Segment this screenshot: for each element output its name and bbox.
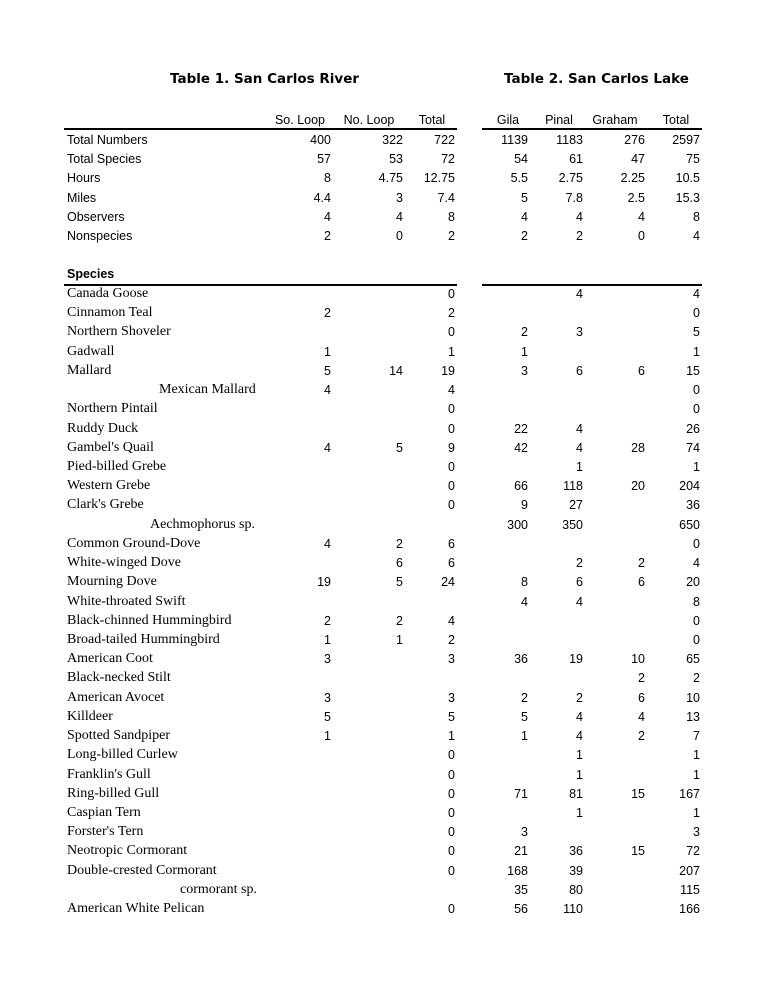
table2-species-cell: 2 — [521, 690, 528, 705]
table2-species-cell: 19 — [569, 652, 583, 667]
species-name: Broad-tailed Hummingbird — [67, 631, 220, 647]
species-name: American White Pelican — [67, 901, 205, 917]
table1-species-cell: 19 — [441, 363, 455, 378]
table2-summary-cell: 47 — [631, 152, 645, 167]
table2-summary-cell: 4 — [576, 209, 583, 224]
table2-species-cell: 2 — [638, 671, 645, 686]
table2-species-cell: 81 — [569, 786, 583, 801]
table2-species-cell: 4 — [521, 594, 528, 609]
table2-species-cell: 2 — [638, 729, 645, 744]
table1-species-cell: 6 — [396, 556, 403, 571]
table2-summary-cell: 2.75 — [558, 171, 583, 186]
species-name: Long-billed Curlew — [67, 747, 178, 763]
species-name: Black-chinned Hummingbird — [67, 612, 232, 628]
table1-species-cell: 2 — [448, 632, 455, 647]
table1-species-cell: 0 — [448, 863, 455, 878]
species-name: Caspian Tern — [67, 804, 141, 820]
species-name: Mourning Dove — [67, 574, 157, 590]
table2-summary-cell: 5.5 — [510, 171, 528, 186]
table2-species-cell: 350 — [562, 517, 583, 532]
table2-species-rule — [482, 284, 702, 286]
table2-species-cell: 650 — [679, 517, 700, 532]
table2-species-cell: 4 — [693, 287, 700, 301]
species-name: Gambel's Quail — [67, 439, 154, 455]
table2-species-cell: 167 — [679, 786, 700, 801]
species-name: American Avocet — [67, 689, 165, 705]
table2-species-cell: 28 — [631, 440, 645, 455]
table2-summary-cell: 1139 — [501, 133, 528, 147]
table2-species-cell: 5 — [521, 709, 528, 724]
table2-summary-cell: 61 — [569, 152, 583, 167]
species-name: Black-necked Stilt — [67, 670, 171, 686]
table2-species-cell: 6 — [576, 575, 583, 590]
table2-species-cell: 1 — [693, 805, 700, 820]
table1-summary-cell: 0 — [396, 229, 403, 243]
table1-species-cell: 0 — [448, 805, 455, 820]
table2-summary-cell: 2.25 — [620, 171, 645, 186]
table2-species-cell: 8 — [693, 594, 700, 609]
species-name: Spotted Sandpiper — [67, 728, 171, 744]
table2-species-cell: 26 — [686, 421, 700, 436]
species-name: White-throated Swift — [67, 593, 186, 609]
species-name: Mexican Mallard — [159, 382, 256, 398]
table1-summary-cell: 4.4 — [313, 190, 331, 205]
table2-species-cell: 21 — [514, 844, 528, 859]
table2-species-cell: 1 — [693, 459, 700, 474]
table1-species-cell: 3 — [324, 652, 331, 667]
table2-species-cell: 6 — [638, 363, 645, 378]
species-name: Double-crested Cormorant — [67, 862, 217, 878]
table2-species-cell: 0 — [693, 613, 700, 628]
table2-species-cell: 9 — [521, 498, 528, 513]
species-name: Gadwall — [67, 343, 115, 359]
table2-species-cell: 0 — [693, 536, 700, 551]
table1-species-cell: 2 — [324, 613, 331, 628]
table1-summary-cell: 12.75 — [423, 171, 455, 186]
table2-species-cell: 0 — [693, 402, 700, 417]
table2-summary-cell: 2 — [521, 229, 528, 243]
table2-species-cell: 3 — [576, 325, 583, 340]
table2-species-cell: 166 — [679, 902, 700, 917]
table1-species-cell: 0 — [448, 786, 455, 801]
table2-species-cell: 4 — [693, 556, 700, 571]
table1-species-cell: 4 — [324, 440, 331, 455]
table2-species-cell: 10 — [686, 690, 700, 705]
table2-species-cell: 71 — [514, 786, 528, 801]
table2-species-cell: 3 — [521, 363, 528, 378]
species-name: Cinnamon Teal — [67, 305, 153, 321]
table2-summary-cell: 4 — [693, 229, 700, 243]
species-name: Common Ground-Dove — [67, 535, 201, 551]
table1-species-cell: 0 — [448, 459, 455, 474]
table2-species-cell: 2 — [693, 671, 700, 686]
table1-header-rule — [64, 128, 457, 130]
table1-summary-cell: 72 — [441, 152, 455, 167]
species-name: Forster's Tern — [67, 824, 144, 840]
summary-row-label: Observers — [67, 209, 125, 224]
table2-summary-cell: 276 — [624, 133, 645, 147]
table2-species-cell: 36 — [569, 844, 583, 859]
table2-species-cell: 7 — [693, 729, 700, 744]
table1-species-cell: 2 — [396, 613, 403, 628]
table1-species-cell: 3 — [324, 690, 331, 705]
table2-species-cell: 72 — [686, 844, 700, 859]
table2-species-cell: 56 — [514, 902, 528, 917]
table1-species-cell: 24 — [441, 575, 455, 590]
table2-summary-cell: 0 — [638, 229, 645, 243]
species-name: Ruddy Duck — [67, 420, 139, 436]
table2-column-header: Gila — [496, 113, 520, 127]
table1-species-cell: 19 — [317, 575, 331, 590]
table1-species-cell: 5 — [396, 440, 403, 455]
table2-species-cell: 15 — [631, 844, 645, 859]
table2-summary-cell: 15.3 — [675, 190, 700, 205]
table2-summary-cell: 54 — [514, 152, 528, 167]
table2-summary-cell: 5 — [521, 190, 528, 205]
table2-species-cell: 8 — [521, 575, 528, 590]
table1-summary-cell: 57 — [317, 152, 331, 167]
species-name: Franklin's Gull — [67, 766, 151, 782]
table1-summary-cell: 722 — [434, 133, 455, 147]
table2-header-rule — [482, 128, 702, 130]
table1-species-cell: 3 — [448, 690, 455, 705]
table1-summary-cell: 322 — [382, 133, 403, 147]
species-name: Western Grebe — [67, 478, 151, 494]
table1-species-cell: 3 — [448, 652, 455, 667]
summary-row-label: Hours — [67, 171, 101, 186]
table2-species-cell: 4 — [638, 709, 645, 724]
table1-summary-cell: 2 — [448, 229, 455, 243]
table2-summary-cell: 2 — [576, 229, 583, 243]
table1-species-cell: 4 — [448, 383, 455, 398]
table1-species-cell: 0 — [448, 825, 455, 840]
table2-species-cell: 65 — [686, 652, 700, 667]
table1-species-cell: 14 — [389, 363, 403, 378]
table1-summary-cell: 400 — [310, 133, 331, 147]
table1-species-cell: 6 — [448, 536, 455, 551]
table2-species-cell: 1 — [521, 344, 528, 359]
table1-species-cell: 1 — [324, 344, 331, 359]
table1-species-cell: 5 — [324, 363, 331, 378]
species-name: Aechmophorus sp. — [150, 516, 255, 532]
table2-species-cell: 4 — [576, 594, 583, 609]
species-name: American Coot — [67, 651, 153, 667]
table2-species-cell: 4 — [576, 287, 583, 301]
species-name: Northern Shoveler — [67, 324, 171, 340]
table2-species-cell: 1 — [576, 767, 583, 782]
table1-column-header: Total — [418, 113, 446, 127]
species-name: Northern Pintail — [67, 401, 158, 417]
table2-species-cell: 15 — [631, 786, 645, 801]
table1-species-cell: 1 — [396, 632, 403, 647]
table2-column-header: Graham — [592, 113, 638, 127]
table1-summary-cell: 4.75 — [378, 171, 403, 186]
species-heading: Species — [67, 267, 115, 281]
table2-species-cell: 3 — [693, 825, 700, 840]
table1-species-cell: 5 — [448, 709, 455, 724]
table2-species-cell: 5 — [693, 325, 700, 340]
species-name: Mallard — [67, 362, 112, 378]
table2-species-cell: 6 — [638, 575, 645, 590]
table2-species-cell: 3 — [521, 825, 528, 840]
summary-row-label: Nonspecies — [67, 229, 133, 243]
table2-species-cell: 13 — [686, 709, 700, 724]
table2-summary-cell: 4 — [638, 209, 645, 224]
table2-species-cell: 4 — [576, 709, 583, 724]
table2-species-cell: 42 — [514, 440, 528, 455]
table2-species-cell: 20 — [686, 575, 700, 590]
table2-species-cell: 6 — [576, 363, 583, 378]
table1-summary-cell: 2 — [324, 229, 331, 243]
table1-species-cell: 0 — [448, 325, 455, 340]
table2-species-cell: 74 — [686, 440, 700, 455]
table1-summary-cell: 3 — [396, 190, 403, 205]
table2-species-cell: 4 — [576, 440, 583, 455]
table1-species-cell: 4 — [324, 536, 331, 551]
table2-species-cell: 36 — [514, 652, 528, 667]
table2-summary-cell: 2597 — [672, 133, 700, 147]
summary-row-label: Total Species — [67, 152, 142, 167]
table2-species-cell: 0 — [693, 632, 700, 647]
table1-summary-cell: 53 — [389, 152, 403, 167]
table1-species-cell: 0 — [448, 479, 455, 494]
table2-species-cell: 15 — [686, 363, 700, 378]
table1-column-header: So. Loop — [274, 113, 326, 127]
table1-species-cell: 1 — [448, 729, 455, 744]
table1-species-cell: 0 — [448, 767, 455, 782]
table2-species-cell: 1 — [576, 459, 583, 474]
table2-column-header: Total — [662, 113, 690, 127]
table1-species-cell: 4 — [448, 613, 455, 628]
species-name: Neotropic Cormorant — [67, 843, 188, 859]
table1-summary-cell: 4 — [324, 209, 331, 224]
table2-species-cell: 118 — [563, 479, 583, 494]
table1-species-cell: 0 — [448, 287, 455, 301]
table1-species-cell: 1 — [448, 344, 455, 359]
species-name: Clark's Grebe — [67, 497, 144, 513]
table2-species-cell: 0 — [693, 306, 700, 321]
table2-species-cell: 39 — [569, 863, 583, 878]
table2-species-cell: 27 — [569, 498, 583, 513]
table2-species-cell: 36 — [686, 498, 700, 513]
table2-summary-cell: 8 — [693, 209, 700, 224]
table1-summary-cell: 8 — [448, 209, 455, 224]
table1-species-cell: 0 — [448, 498, 455, 513]
table2-species-cell: 110 — [563, 902, 583, 917]
species-name: White-winged Dove — [67, 555, 181, 571]
table1-species-cell: 5 — [396, 575, 403, 590]
table2-species-cell: 2 — [576, 556, 583, 571]
table2-species-cell: 80 — [569, 882, 583, 897]
table1-species-cell: 5 — [324, 709, 331, 724]
table1-species-cell: 0 — [448, 748, 455, 763]
table2-species-cell: 22 — [514, 421, 528, 436]
table2-species-cell: 6 — [638, 690, 645, 705]
table2-title: Table 2. San Carlos Lake — [504, 71, 689, 87]
table1-species-cell: 0 — [448, 402, 455, 417]
table1-species-cell: 6 — [448, 556, 455, 571]
table2-species-cell: 4 — [576, 421, 583, 436]
table2-species-cell: 300 — [507, 517, 528, 532]
table2-species-cell: 2 — [638, 556, 645, 571]
table2-species-cell: 2 — [521, 325, 528, 340]
table1-title: Table 1. San Carlos River — [170, 71, 360, 87]
table1-summary-cell: 7.4 — [437, 190, 455, 205]
summary-row-label: Miles — [67, 190, 97, 205]
table2-species-cell: 1 — [576, 748, 583, 763]
table1-column-header: No. Loop — [343, 113, 395, 127]
table2-species-cell: 1 — [693, 344, 700, 359]
table2-species-cell: 1 — [521, 729, 528, 744]
table2-species-cell: 1 — [576, 805, 583, 820]
table2-summary-cell: 4 — [521, 209, 528, 224]
table1-species-cell: 9 — [448, 440, 455, 455]
table1-species-cell: 4 — [324, 383, 331, 398]
table1-species-cell: 2 — [448, 306, 455, 321]
table2-species-cell: 1 — [693, 748, 700, 763]
species-name: Ring-billed Gull — [67, 785, 160, 801]
table1-species-cell: 2 — [396, 536, 403, 551]
table2-species-cell: 115 — [680, 882, 700, 897]
table2-column-header: Pinal — [545, 113, 573, 127]
table2-species-cell: 207 — [679, 863, 700, 878]
table2-species-cell: 66 — [514, 479, 528, 494]
table2-summary-cell: 7.8 — [565, 190, 583, 205]
species-name: Canada Goose — [67, 286, 149, 301]
table2-species-cell: 4 — [576, 729, 583, 744]
table1-species-cell: 0 — [448, 844, 455, 859]
table2-species-cell: 20 — [631, 479, 645, 494]
table2-species-cell: 0 — [693, 383, 700, 398]
table2-species-cell: 35 — [514, 882, 528, 897]
table2-summary-cell: 75 — [686, 152, 700, 167]
summary-row-label: Total Numbers — [67, 133, 148, 147]
table1-species-cell: 2 — [324, 306, 331, 321]
table1-species-cell: 1 — [324, 729, 331, 744]
table1-species-cell: 1 — [324, 632, 331, 647]
table2-summary-cell: 2.5 — [627, 190, 645, 205]
table1-species-cell: 0 — [448, 902, 455, 917]
table2-species-cell: 1 — [693, 767, 700, 782]
table1-summary-cell: 8 — [324, 171, 331, 186]
table2-summary-cell: 1183 — [556, 133, 583, 147]
table1-species-cell: 0 — [448, 421, 455, 436]
table2-species-cell: 168 — [507, 863, 528, 878]
table2-species-cell: 204 — [679, 479, 700, 494]
table2-species-cell: 2 — [576, 690, 583, 705]
table2-summary-cell: 10.5 — [675, 171, 700, 186]
table1-summary-cell: 4 — [396, 209, 403, 224]
table2-species-cell: 10 — [631, 652, 645, 667]
species-name: Killdeer — [67, 708, 113, 724]
species-name: cormorant sp. — [180, 881, 257, 897]
species-name: Pied-billed Grebe — [67, 458, 167, 474]
